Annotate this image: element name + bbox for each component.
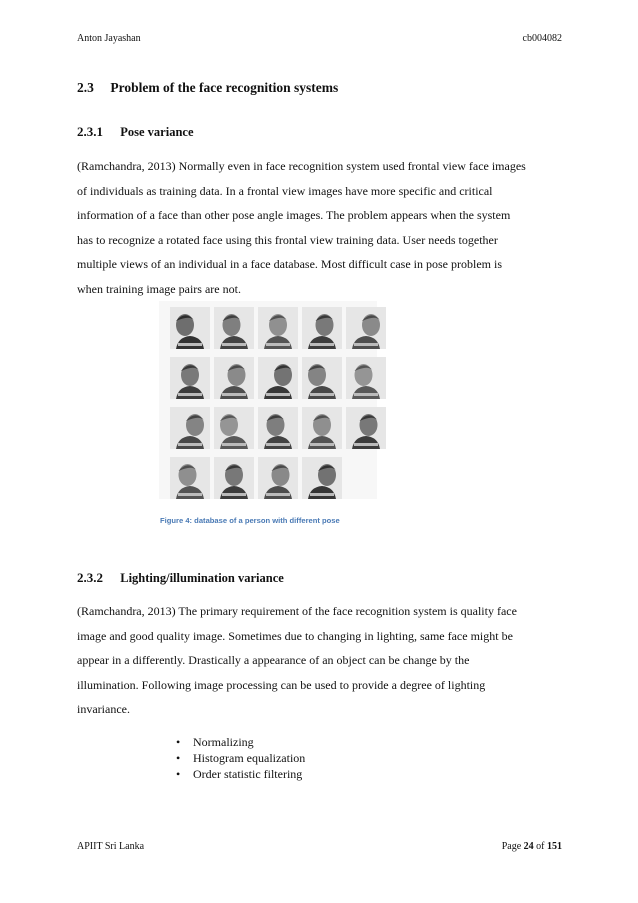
paragraph-line: image and good quality image. Sometimes due to changing in lighting, same face might be (77, 628, 513, 643)
list-item-label: Histogram equalization (193, 751, 306, 765)
subsection-heading-pose (77, 124, 194, 140)
face-thumbnail (258, 307, 298, 349)
bullet-icon: • (176, 767, 181, 781)
section-title: Problem of the face recognition systems (110, 80, 339, 95)
list-item-label: Normalizing (193, 735, 254, 749)
face-thumbnail (170, 357, 210, 399)
section-heading (77, 80, 338, 96)
bullet-icon: • (176, 751, 181, 765)
figure-caption: Figure 4: database of a person with different pose (160, 516, 340, 525)
paragraph-line: (Ramchandra, 2013) Normally even in face recognition system used frontal view face images (77, 159, 526, 173)
face-thumbnail (214, 357, 254, 399)
list-item-label: Order statistic filtering (193, 767, 303, 781)
subsection-title: Pose variance (120, 125, 194, 139)
face-thumbnail (170, 407, 210, 449)
face-thumbnail (346, 357, 386, 399)
paragraph-line: appear in a differently. Drastically a appearance of an object can be change by the (77, 653, 470, 668)
face-thumbnail (302, 407, 342, 449)
list-item (176, 766, 305, 782)
list-item (176, 750, 305, 766)
pose-database-figure (159, 301, 377, 499)
subsection-number: 2.3.1 (77, 124, 103, 139)
paragraph-line: (Ramchandra, 2013) The primary requirement of the face recognition system is quality face (77, 604, 517, 618)
face-thumbnail (258, 357, 298, 399)
header-id: cb004082 (522, 33, 562, 44)
face-thumbnail (170, 457, 210, 499)
footer-org: APIIT Sri Lanka (77, 841, 145, 852)
face-thumbnail (214, 407, 254, 449)
bullet-icon: • (176, 735, 181, 749)
face-thumbnail (302, 357, 342, 399)
paragraph-line: has to recognize a rotated face using this frontal view training data. User needs together (77, 232, 498, 247)
section-number: 2.3 (77, 80, 94, 95)
face-thumbnail (258, 457, 298, 499)
lighting-paragraph (77, 599, 563, 722)
paragraph-line: invariance. (77, 702, 130, 717)
pose-paragraph (77, 154, 563, 302)
paragraph-line: multiple views of an individual in a face database. Most difficult case in pose problem is (77, 257, 503, 272)
subsection-title: Lighting/illumination variance (120, 571, 284, 585)
subsection-number: 2.3.2 (77, 570, 103, 585)
list-item (176, 734, 305, 750)
face-thumbnail (214, 457, 254, 499)
face-thumbnail (302, 457, 342, 499)
page-header (77, 33, 562, 47)
face-thumbnail (214, 307, 254, 349)
subsection-heading-lighting (77, 570, 284, 586)
paragraph-line: illumination. Following image processing can be used to provide a degree of lighting (77, 677, 486, 692)
face-thumbnail (302, 307, 342, 349)
page-footer (77, 841, 562, 852)
face-thumbnail (170, 307, 210, 349)
paragraph-line: information of a face than other pose angle images. The problem appears when the system (77, 208, 511, 223)
face-thumbnail (258, 407, 298, 449)
face-thumbnail (346, 307, 386, 349)
paragraph-line: when training image pairs are not. (77, 281, 241, 296)
page-number: Page 24 of 151 (501, 841, 562, 852)
technique-list (176, 734, 305, 782)
face-thumbnail (346, 407, 386, 449)
header-author: Anton Jayashan (77, 33, 141, 44)
paragraph-line: of individuals as training data. In a frontal view images have more specific and critical (77, 183, 493, 198)
